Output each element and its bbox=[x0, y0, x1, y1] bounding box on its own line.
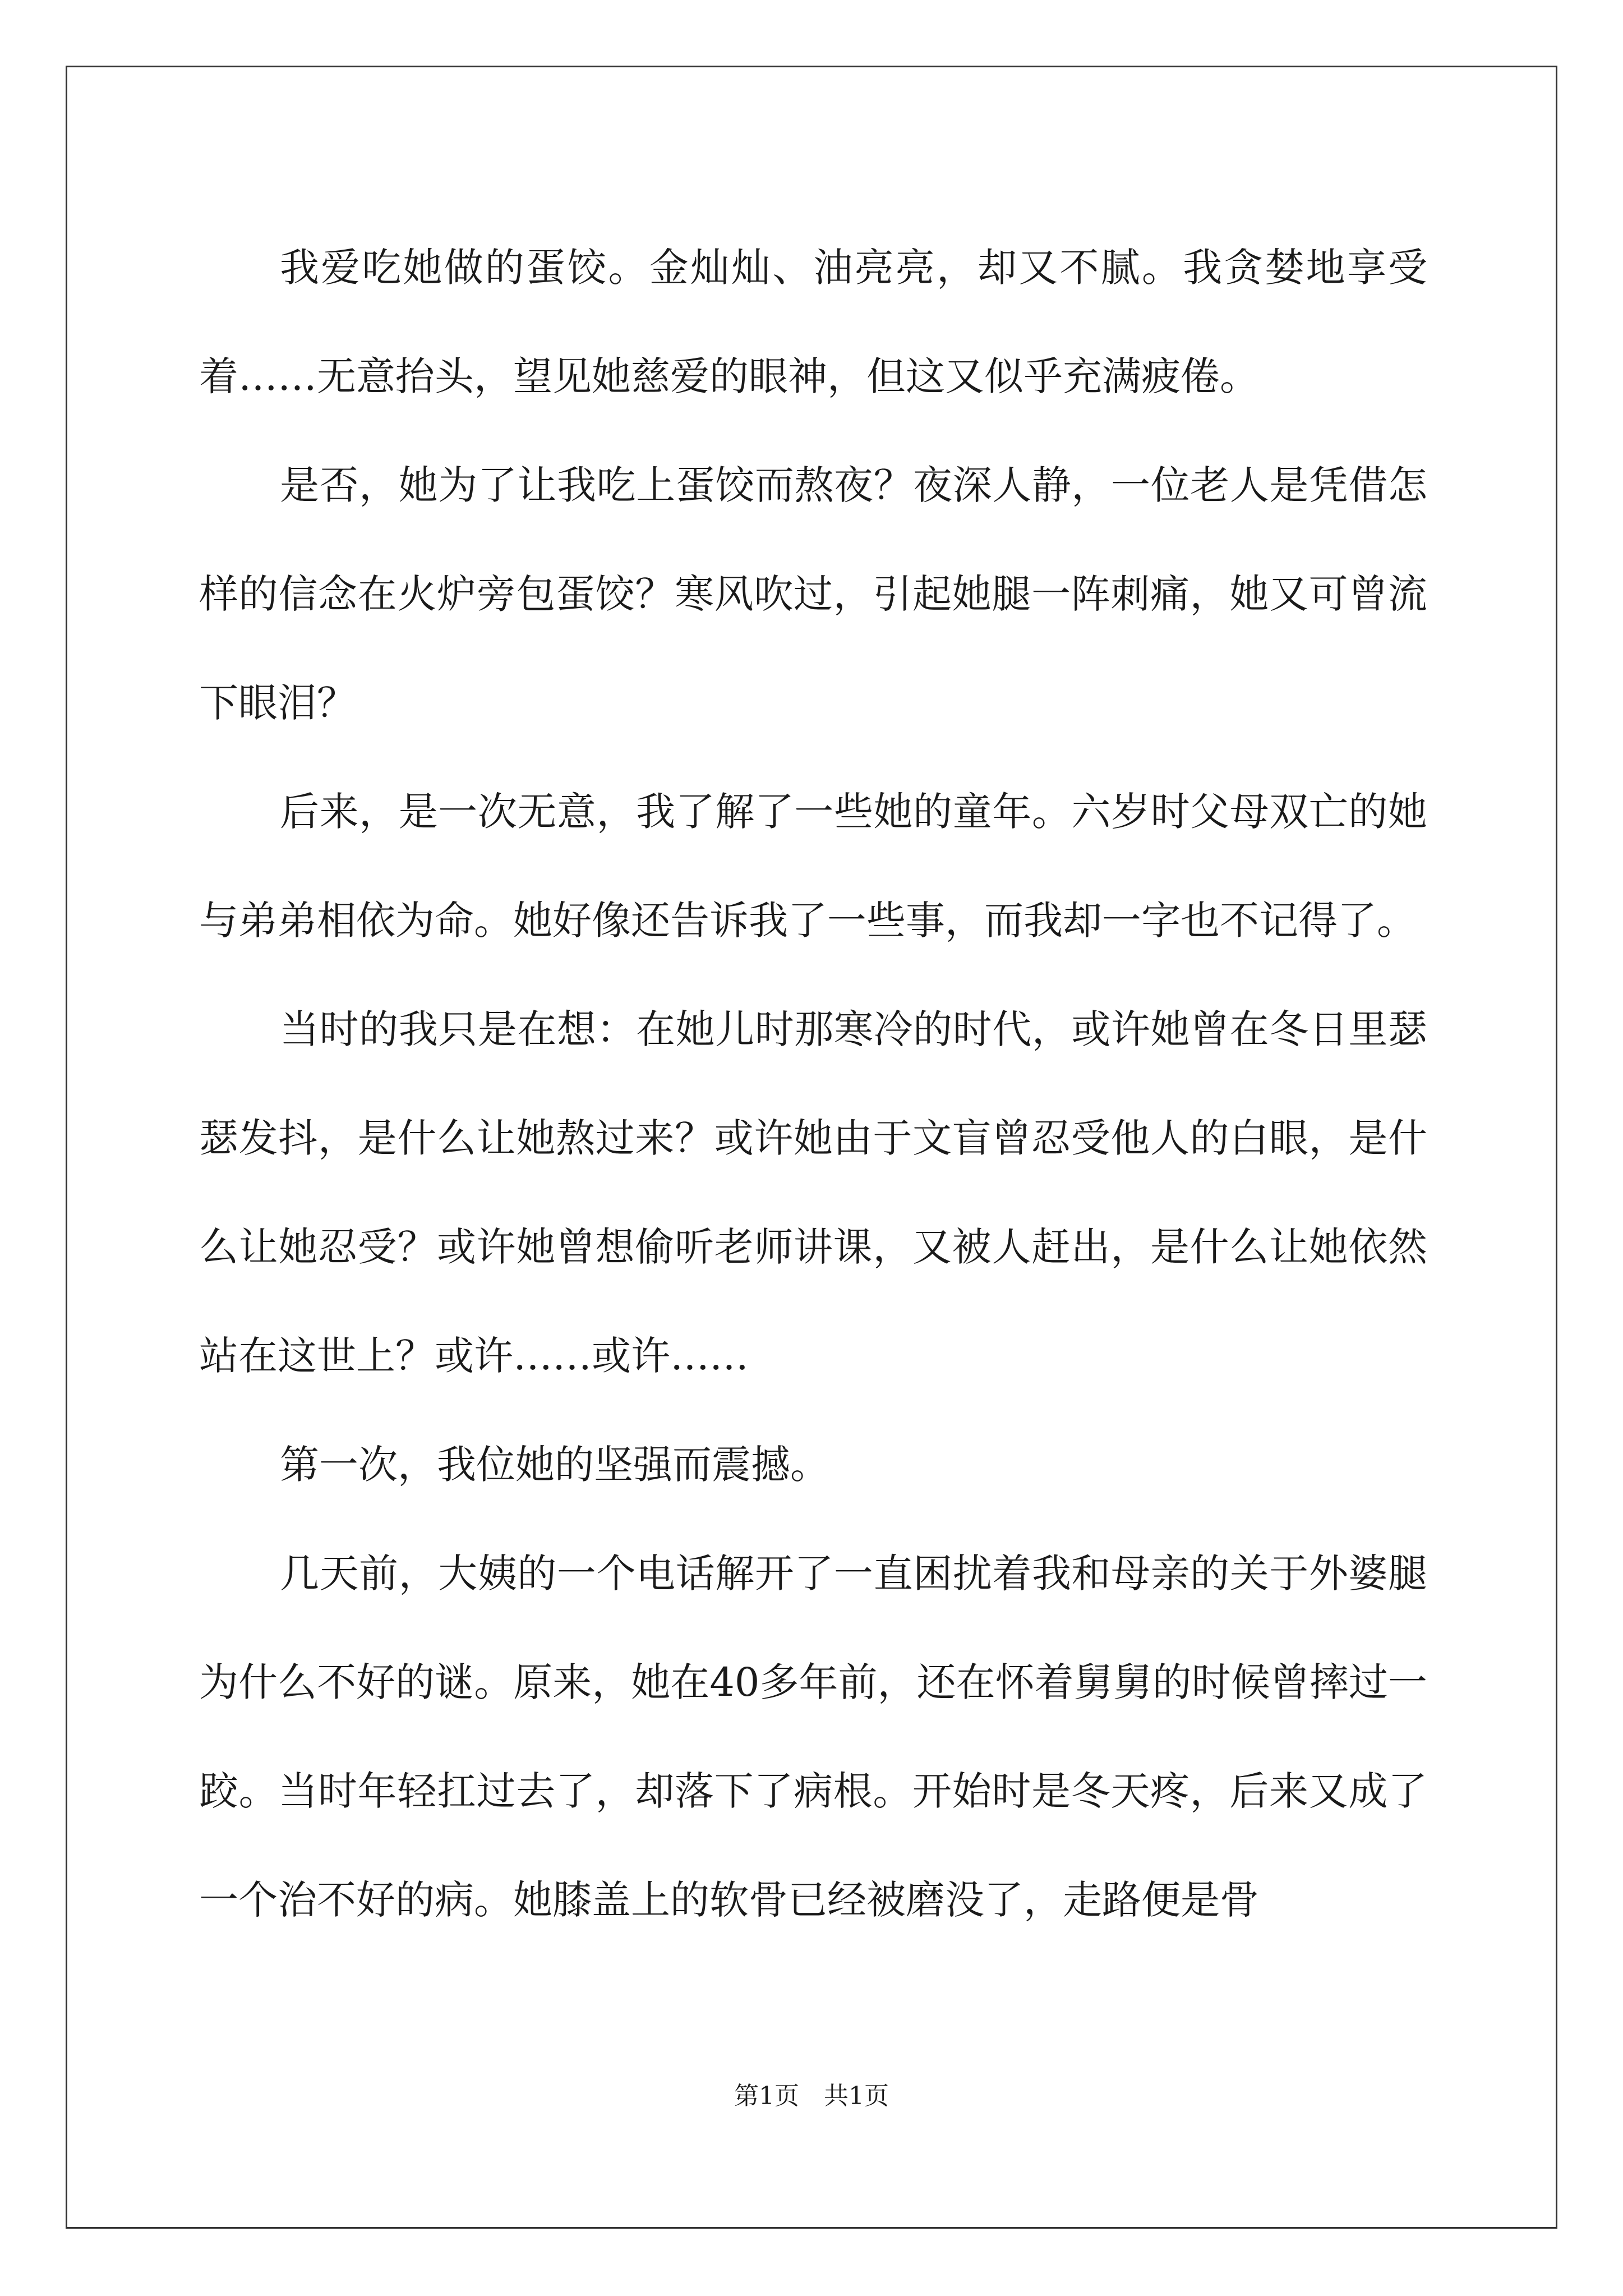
document-body bbox=[199, 213, 1427, 1954]
paragraph: 几天前，大姨的一个电话解开了一直困扰着我和母亲的关于外婆腿为什么不好的谜。原来，她在40多年前，还在怀着舅舅的时候曾摔过一跤。当时年轻扛过去了，却落下了病根。开始时是冬天疼，后来又成了一个治不好的病。她膝盖上的软骨已经被磨没了，走路便是骨 bbox=[199, 1550, 1427, 1923]
page-footer: 第1页 共1页 bbox=[734, 2082, 889, 2110]
paragraph: 是否，她为了让我吃上蛋饺而熬夜？夜深人静，一位老人是凭借怎样的信念在火炉旁包蛋饺？寒风吹过，引起她腿一阵刺痛，她又可曾流下眼泪？ bbox=[199, 462, 1427, 726]
paragraph: 第一次，我位她的坚强而震撼。 bbox=[280, 1442, 829, 1488]
paragraph: 我爱吃她做的蛋饺。金灿灿、油亮亮，却又不腻。我贪婪地享受着……无意抬头，望见她慈爱的眼神，但这又似乎充满疲倦。 bbox=[199, 245, 1427, 399]
paragraph: 后来，是一次无意，我了解了一些她的童年。六岁时父母双亡的她与弟弟相依为命。她好像还告诉我了一些事，而我却一字也不记得了。 bbox=[199, 789, 1427, 944]
paragraph: 当时的我只是在想：在她儿时那寒冷的时代，或许她曾在冬日里瑟瑟发抖，是什么让她熬过来？或许她由于文盲曾忍受他人的白眼，是什么让她忍受？或许她曾想偷听老师讲课，又被人赶出，是什么让她依然站在这世上？或许……或许…… bbox=[199, 1006, 1427, 1379]
